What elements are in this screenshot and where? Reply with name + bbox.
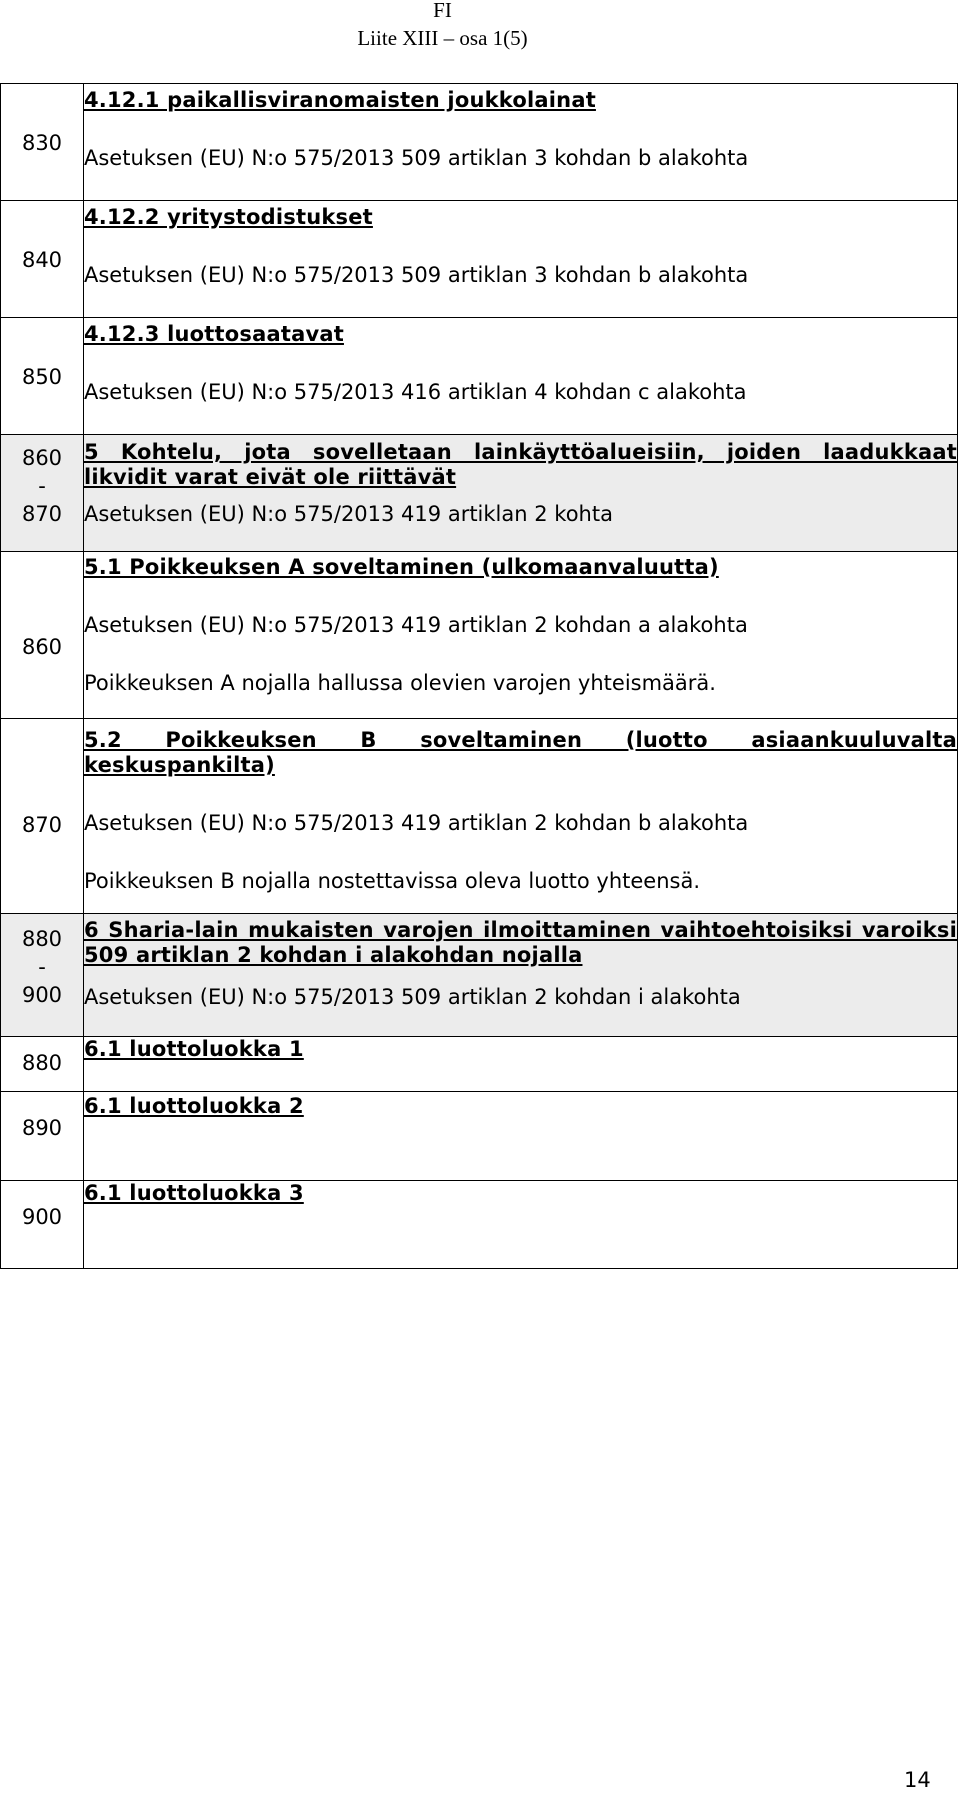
row-reference: Asetuksen (EU) N:o 575/2013 509 artiklan 3 kohdan b alakohta	[84, 146, 749, 170]
table-row	[1, 435, 958, 552]
row-description-cell	[84, 719, 958, 914]
row-heading: 4.12.1 paikallisviranomaisten joukkolainat	[84, 88, 596, 112]
row-code-cell	[1, 318, 84, 435]
row-description-cell	[84, 84, 958, 201]
row-code-cell	[1, 552, 84, 719]
row-code: 900	[21, 1205, 63, 1229]
row-code: 890	[21, 1116, 63, 1140]
row-code: 840	[21, 248, 63, 272]
row-description-cell	[84, 201, 958, 318]
row-heading: 6.1 luottoluokka 2	[84, 1094, 304, 1118]
row-heading: 6.1 luottoluokka 1	[84, 1037, 304, 1061]
row-code-end: 900	[21, 983, 63, 1007]
row-code: 880	[21, 1051, 63, 1075]
row-description-cell	[84, 914, 958, 1037]
row-heading: 5.1 Poikkeuksen A soveltaminen (ulkomaanvaluutta)	[84, 555, 719, 579]
row-heading: 4.12.2 yritystodistukset	[84, 205, 373, 229]
row-reference: Asetuksen (EU) N:o 575/2013 419 artiklan 2 kohdan b alakohta	[84, 811, 749, 835]
row-description-cell	[84, 435, 958, 552]
table-row	[1, 318, 958, 435]
row-heading: 6.1 luottoluokka 3	[84, 1181, 304, 1205]
page-number: 14	[904, 1768, 931, 1792]
row-code-end: 870	[21, 502, 63, 526]
row-reference: Asetuksen (EU) N:o 575/2013 416 artiklan 4 kohdan c alakohta	[84, 380, 747, 404]
table-row	[1, 552, 958, 719]
row-code: 860	[21, 635, 63, 659]
row-code: 830	[21, 131, 63, 155]
row-heading: 4.12.3 luottosaatavat	[84, 322, 344, 346]
row-code: 850	[21, 365, 63, 389]
annex-reference: Liite XIII – osa 1(5)	[357, 26, 528, 50]
row-note: Poikkeuksen A nojalla hallussa olevien varojen yhteismäärä.	[84, 671, 716, 695]
table-row	[1, 1037, 958, 1092]
row-code-cell	[1, 1181, 84, 1269]
row-reference: Asetuksen (EU) N:o 575/2013 419 artiklan 2 kohdan a alakohta	[84, 613, 748, 637]
language-code: FI	[433, 0, 452, 22]
row-code-dash: -	[38, 955, 46, 979]
row-code-cell	[1, 719, 84, 914]
row-note: Poikkeuksen B nojalla nostettavissa oleva luotto yhteensä.	[84, 869, 701, 893]
row-code-cell	[1, 201, 84, 318]
table-row	[1, 914, 958, 1037]
table-row	[1, 719, 958, 914]
row-description-cell	[84, 1037, 958, 1092]
row-reference: Asetuksen (EU) N:o 575/2013 419 artiklan 2 kohta	[84, 502, 613, 526]
table-row	[1, 201, 958, 318]
table-row	[1, 84, 958, 201]
row-reference: Asetuksen (EU) N:o 575/2013 509 artiklan 2 kohdan i alakohta	[84, 985, 741, 1009]
row-code-start: 860	[21, 446, 63, 470]
row-description-cell	[84, 318, 958, 435]
table-row	[1, 1181, 958, 1269]
row-description-cell	[84, 1092, 958, 1181]
row-code: 870	[21, 813, 63, 837]
row-heading: 6 Sharia-lain mukaisten varojen ilmoittaminen vaihtoehtoisiksi varoiksi 509 artiklan 2 kohdan i alakohdan nojalla	[84, 918, 957, 967]
row-description-cell	[84, 552, 958, 719]
row-code-cell	[1, 435, 84, 552]
row-reference: Asetuksen (EU) N:o 575/2013 509 artiklan 3 kohdan b alakohta	[84, 263, 749, 287]
instructions-table	[0, 83, 958, 1269]
row-code-cell	[1, 1037, 84, 1092]
row-heading: 5 Kohtelu, jota sovelletaan lainkäyttöalueisiin, joiden laadukkaat likvidit varat eivät ole riittävät	[84, 440, 957, 489]
row-code-start: 880	[21, 927, 63, 951]
row-code-cell	[1, 84, 84, 201]
row-code-cell	[1, 1092, 84, 1181]
table-row	[1, 1092, 958, 1181]
row-code-cell	[1, 914, 84, 1037]
row-description-cell	[84, 1181, 958, 1269]
row-code-dash: -	[38, 474, 46, 498]
row-heading: 5.2 Poikkeuksen B soveltaminen (luotto asiaankuuluvalta keskuspankilta)	[84, 728, 957, 777]
